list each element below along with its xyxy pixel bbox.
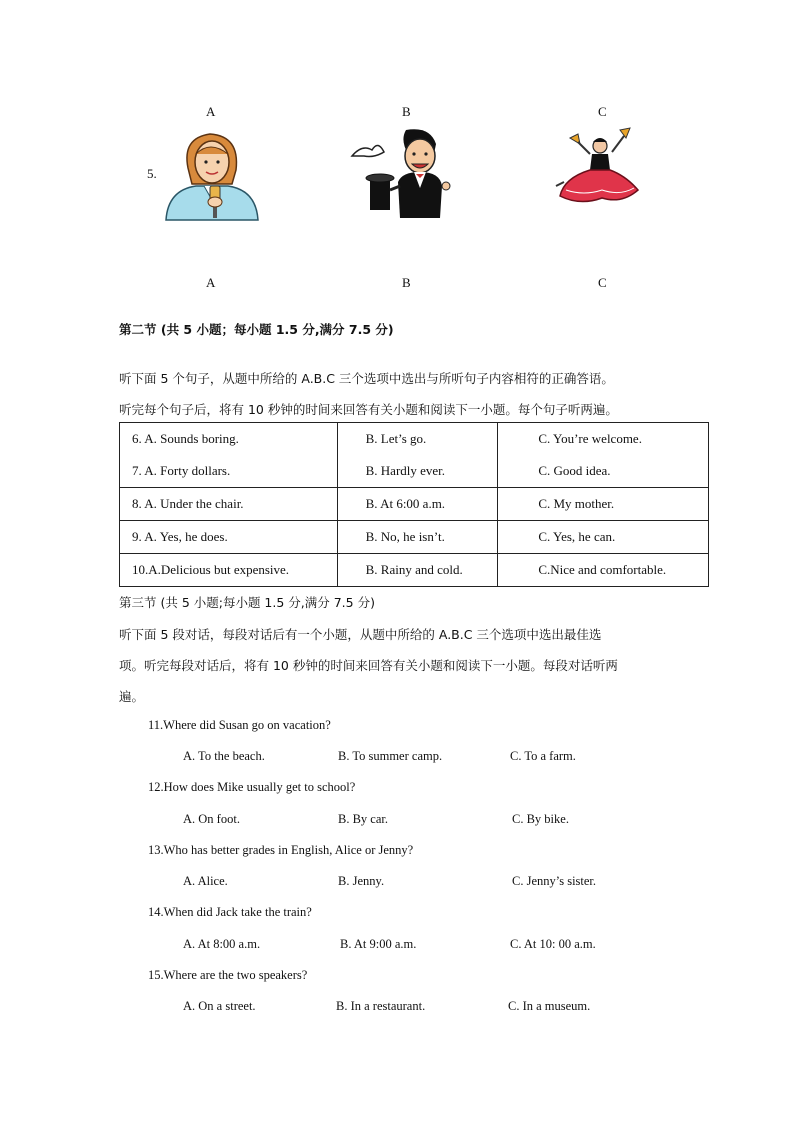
table-row — [120, 488, 709, 521]
question-13-option-c: C. Jenny’s sister. — [512, 874, 597, 888]
question-15-option-a: A. On a street. — [183, 999, 256, 1013]
table-cell — [498, 554, 709, 587]
table-cell — [120, 521, 338, 554]
row-6-option-a: 6. A. Sounds boring. — [132, 431, 239, 446]
question-11-option-a: A. To the beach. — [183, 749, 265, 763]
table-cell — [120, 423, 338, 488]
question-12-option-c: C. By bike. — [512, 812, 569, 826]
section-3-title: 第三节 (共 5 小题;每小题 1.5 分,满分 7.5 分) — [119, 595, 375, 610]
answer-table — [119, 422, 709, 587]
question-5-number: 5. — [147, 166, 157, 181]
table-cell — [337, 521, 498, 554]
option-label-a: A — [206, 275, 216, 290]
table-cell — [337, 554, 498, 587]
row-7-option-a: 7. A. Forty dollars. — [132, 463, 231, 478]
question-13: 13.Who has better grades in English, Alice or Jenny? — [148, 843, 414, 857]
row-9-option-b: B. No, he isn’t. — [365, 529, 445, 544]
table-cell — [120, 488, 338, 521]
row-9-option-c: C. Yes, he can. — [538, 529, 616, 544]
table-cell — [337, 488, 498, 521]
question-15: 15.Where are the two speakers? — [148, 968, 308, 982]
reporter-picture — [160, 128, 264, 222]
option-label-b-top: B — [402, 104, 411, 119]
row-10-option-c: C.Nice and comfortable. — [538, 562, 667, 577]
row-6-option-c: C. You’re welcome. — [538, 431, 642, 446]
row-7-option-b: B. Hardly ever. — [365, 463, 446, 478]
row-6-option-b: B. Let’s go. — [365, 431, 427, 446]
question-14-option-a: A. At 8:00 a.m. — [183, 937, 261, 951]
question-14-option-c: C. At 10: 00 a.m. — [510, 937, 596, 951]
question-12-option-b: B. By car. — [338, 812, 388, 826]
question-12-option-a: A. On foot. — [183, 812, 240, 826]
table-row — [120, 554, 709, 587]
question-11: 11.Where did Susan go on vacation? — [148, 718, 331, 732]
row-8-option-b: B. At 6:00 a.m. — [365, 496, 446, 511]
table-cell — [498, 488, 709, 521]
section-2-title: 第二节 (共 5 小题；每小题 1.5 分,满分 7.5 分) — [119, 322, 394, 337]
question-15-option-c: C. In a museum. — [508, 999, 591, 1013]
table-row — [120, 521, 709, 554]
question-11-option-b: B. To summer camp. — [338, 749, 443, 763]
question-11-option-c: C. To a farm. — [510, 749, 576, 763]
dancer-picture — [550, 126, 646, 208]
row-10-option-a: 10.A.Delicious but expensive. — [132, 562, 290, 577]
option-label-c: C — [598, 275, 607, 290]
option-label-b: B — [402, 275, 411, 290]
table-cell — [498, 423, 709, 488]
section-3-instruction-2: 项。听完每段对话后，将有 10 秒钟的时间来回答有关小题和阅读下一小题。每段对话听两 — [119, 658, 618, 673]
question-15-option-b: B. In a restaurant. — [336, 999, 426, 1013]
table-cell — [498, 521, 709, 554]
row-7-option-c: C. Good idea. — [538, 463, 611, 478]
row-10-option-b: B. Rainy and cold. — [365, 562, 463, 577]
table-row — [120, 423, 709, 488]
option-label-a-top: A — [206, 104, 216, 119]
row-8-option-a: 8. A. Under the chair. — [132, 496, 244, 511]
magician-picture — [350, 126, 454, 220]
row-9-option-a: 9. A. Yes, he does. — [132, 529, 228, 544]
question-13-option-a: A. Alice. — [183, 874, 228, 888]
question-12: 12.How does Mike usually get to school? — [148, 780, 356, 794]
option-label-c-top: C — [598, 104, 607, 119]
question-14: 14.When did Jack take the train? — [148, 905, 312, 919]
section-2-instruction-1: 听下面 5 个句子，从题中所给的 A.B.C 三个选项中选出与所听句子内容相符的正确答语。 — [119, 371, 614, 386]
section-2-instruction-2: 听完每个句子后，将有 10 秒钟的时间来回答有关小题和阅读下一小题。每个句子听两遍。 — [119, 402, 618, 417]
section-3-instruction-3: 遍。 — [119, 689, 145, 704]
table-cell — [337, 423, 498, 488]
section-3-instruction-1: 听下面 5 段对话，每段对话后有一个小题，从题中所给的 A.B.C 三个选项中选出最佳选 — [119, 627, 602, 642]
question-13-option-b: B. Jenny. — [338, 874, 385, 888]
row-8-option-c: C. My mother. — [538, 496, 615, 511]
table-cell — [120, 554, 338, 587]
question-14-option-b: B. At 9:00 a.m. — [340, 937, 417, 951]
